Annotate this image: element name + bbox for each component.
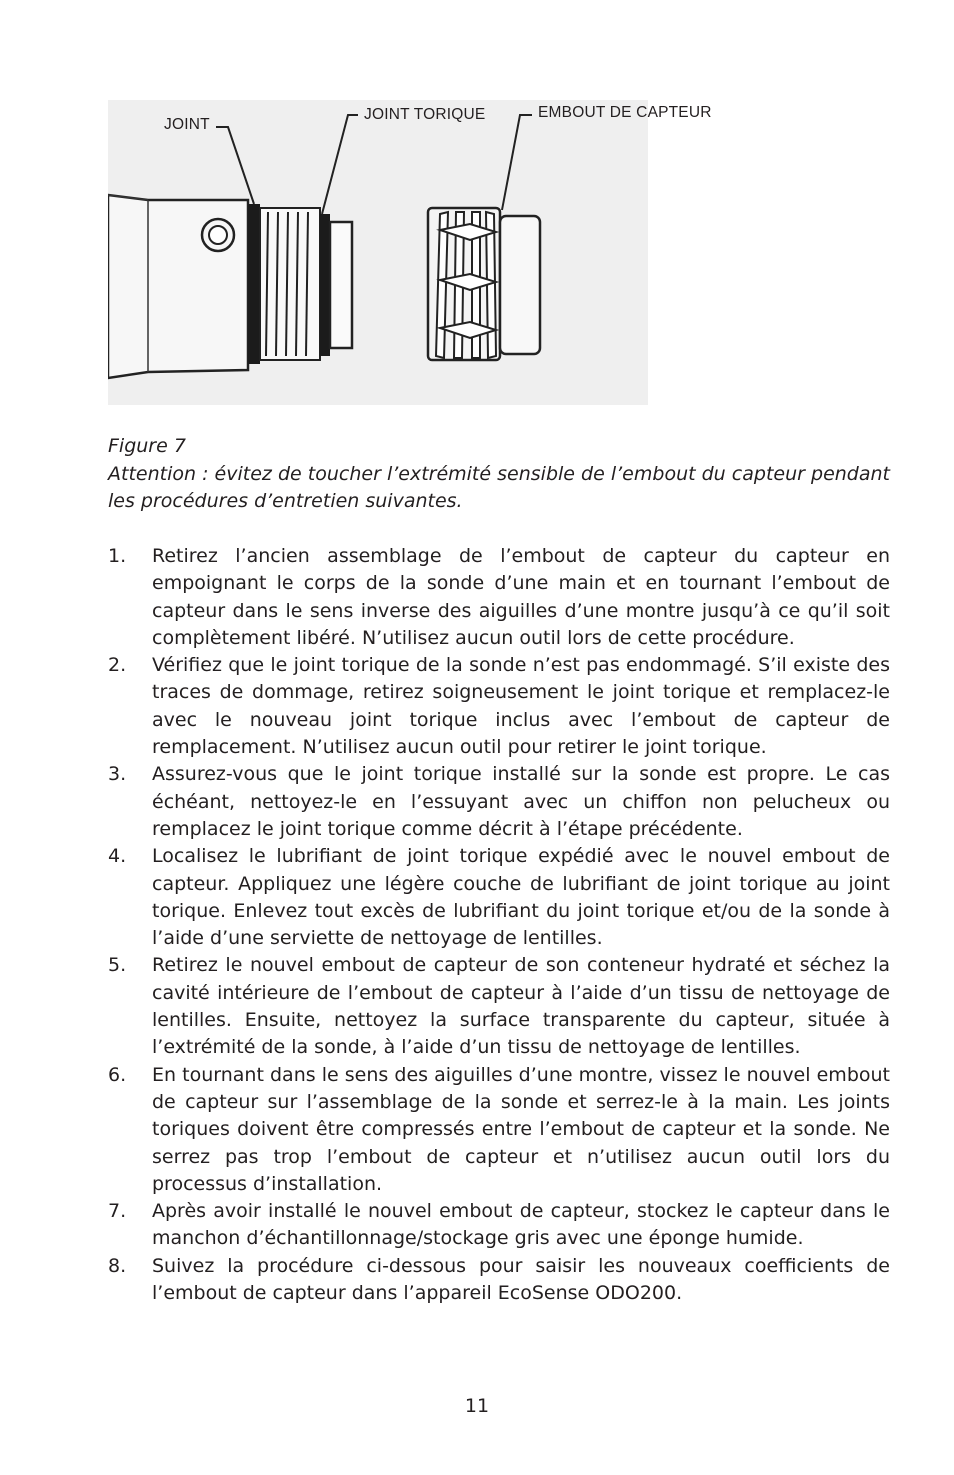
step-number: 8. xyxy=(108,1254,127,1277)
step-number: 7. xyxy=(108,1200,127,1223)
label-embout-de-capteur: EMBOUT DE CAPTEUR xyxy=(538,104,712,121)
page-number: 11 xyxy=(464,1395,490,1417)
step-number: 1. xyxy=(108,545,127,567)
sensor-cap xyxy=(428,208,540,360)
label-joint: JOINT xyxy=(164,116,210,133)
label-joint-torique: JOINT TORIQUE xyxy=(364,106,486,123)
step-text: Vérifiez que le joint torique de la sonde n’est pas endommagé. S’il existe des traces de dommage, retirez soigneusement le joint torique et remplacez-le avec le nouveau joint torique inclus avec l’embout de capteur de remplacement. N’utilisez aucun outil pour retirer le joint torique. xyxy=(152,654,890,759)
figure-7-illustration xyxy=(108,100,748,405)
step-text: En tournant dans le sens des aiguilles d’une montre, vissez le nouvel embout de capteur sur l’assemblage de la sonde et serrez-le à la main. Les joints toriques doivent être compressés entre l’embout de capteur et la sonde. Ne serrez pas trop l’embout de capteur et n’utilisez aucun outil lors du processus d’installation. xyxy=(152,1063,890,1195)
step-number: 2. xyxy=(108,654,127,677)
list-item xyxy=(108,761,890,843)
figure-label: Figure 7 xyxy=(108,435,186,457)
list-item xyxy=(108,1198,890,1253)
step-text: Assurez-vous que le joint torique installé sur la sonde est propre. Le cas échéant, nettoyez-le en l’essuyant avec un chiffon non pelucheux ou remplacez le joint torique comme décrit à l’étape précédente. xyxy=(152,763,890,840)
step-text: Après avoir installé le nouvel embout de capteur, stockez le capteur dans le manchon d’échantillonnage/stockage gris avec une éponge humide. xyxy=(152,1200,890,1250)
joint-gasket xyxy=(248,204,260,364)
list-item xyxy=(108,1062,890,1198)
step-text: Retirez l’ancien assemblage de l’embout de capteur du capteur en empoignant le corps de la sonde d’une main et en tournant l’embout de capteur dans le sens inverse des aiguilles d’une montre jusqu’à ce qu’il soit complètement libéré. N’utilisez aucun outil lors de cette procédure. xyxy=(152,545,890,649)
step-text: Localisez le lubrifiant de joint torique expédié avec le nouvel embout de capteur. Appliquez une légère couche de lubrifiant de joint torique au joint torique. Enlevez tout excès de lubrifiant du joint torique et/ou de la sonde à l’aide d’une serviette de nettoyage de lentilles. xyxy=(152,845,890,950)
o-ring xyxy=(320,214,330,356)
list-item xyxy=(108,543,890,652)
probe-diagram xyxy=(108,100,748,405)
step-text: Suivez la procédure ci-dessous pour saisir les nouveaux coefficients de l’embout de capteur dans l’appareil EcoSense ODO200. xyxy=(152,1254,890,1305)
maintenance-steps-list xyxy=(108,543,890,1307)
thread-section xyxy=(260,208,320,360)
list-item xyxy=(108,652,890,761)
figure-caption xyxy=(108,433,890,516)
list-item xyxy=(108,843,890,952)
step-number: 3. xyxy=(108,763,127,786)
step-number: 4. xyxy=(108,845,127,868)
step-number: 5. xyxy=(108,954,127,977)
list-item xyxy=(108,1253,890,1308)
sensor-face xyxy=(330,222,352,348)
caption-attention-text: Attention : évitez de toucher l’extrémité sensible de l’embout du capteur pendant les procédures d’entretien suivantes. xyxy=(108,462,890,512)
list-item xyxy=(108,952,890,1061)
step-number: 6. xyxy=(108,1063,127,1086)
step-text: Retirez le nouvel embout de capteur de son conteneur hydraté et séchez la cavité intérieure de l’embout de capteur à l’aide d’un tissu de nettoyage de lentilles. Ensuite, nettoyez la surface transparente du capteur, située à l’extrémité de la sonde, à l’aide d’un tissu de nettoyage de lentilles. xyxy=(152,954,890,1059)
